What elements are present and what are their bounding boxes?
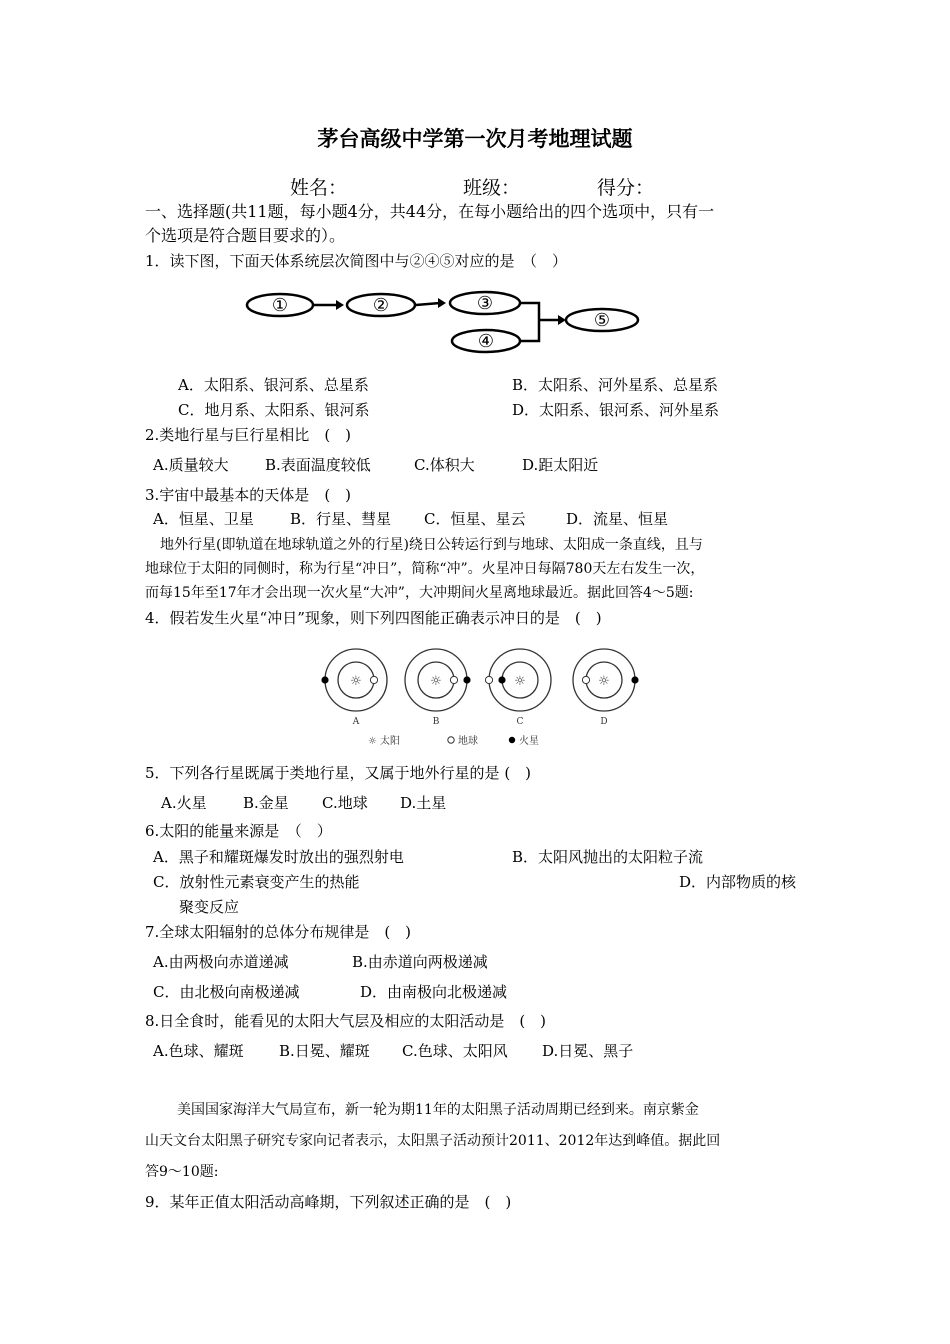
earth-marker xyxy=(582,676,589,683)
diagram-label-1: ① xyxy=(271,295,289,316)
q5-option-d: D.土星 xyxy=(400,794,447,812)
legend-mars-label: 火星 xyxy=(519,736,539,747)
q8-option-d: D.日冕、黑子 xyxy=(542,1042,634,1060)
q2-option-d: D.距太阳近 xyxy=(522,456,599,474)
q5-option-b: B.金星 xyxy=(243,794,289,812)
q5-option-a: A.火星 xyxy=(161,794,207,812)
q2-option-b: B.表面温度较低 xyxy=(265,456,371,474)
q7-stem: 7.全球太阳辐射的总体分布规律是 ( ) xyxy=(145,923,412,941)
q6-option-c: C．放射性元素衰变产生的热能 xyxy=(153,873,360,891)
sun-icon: ☼ xyxy=(598,674,610,689)
q3-stem: 3.宇宙中最基本的天体是 ( ) xyxy=(145,486,352,504)
q1-stem: 1．读下图，下面天体系统层次简图中与②④⑤对应的是 （ ） xyxy=(145,252,568,270)
opposition-diagrams xyxy=(318,640,648,752)
q7-option-d: D．由南极向北极递减 xyxy=(360,983,508,1001)
q3-option-a: A．恒星、卫星 xyxy=(153,510,254,528)
page-title: 茅台高级中学第一次月考地理试题 xyxy=(317,126,633,151)
sun-icon: ☼ xyxy=(430,674,442,689)
passage1-line-1: 地外行星(即轨道在地球轨道之外的行星)绕日公转运行到与地球、太阳成一条直线，且与 xyxy=(160,537,703,553)
q9-stem: 9．某年正值太阳活动高峰期，下列叙述正确的是 ( ) xyxy=(145,1193,512,1211)
q2-option-c: C.体积大 xyxy=(414,456,475,474)
sun-icon: ☼ xyxy=(514,674,526,689)
q1-option-d: D．太阳系、银河系、河外星系 xyxy=(512,401,720,419)
passage1-line-2: 地球位于太阳的同侧时，称为行星“冲日”，简称“冲”。火星冲日每隔780天左右发生一次， xyxy=(145,561,705,577)
q2-stem: 2.类地行星与巨行星相比 ( ) xyxy=(145,426,352,444)
celestial-system-diagram xyxy=(240,288,650,358)
earth-marker xyxy=(485,676,492,683)
q2-option-a: A.质量较大 xyxy=(153,456,229,474)
passage1-line-3: 而每15年至17年才会出现一次火星“大冲”，大冲期间火星离地球最近。据此回答4～5题: xyxy=(145,585,694,601)
q6-option-b: B．太阳风抛出的太阳粒子流 xyxy=(512,848,704,866)
q6-stem: 6.太阳的能量来源是 （ ） xyxy=(145,822,332,840)
q6-option-a: A．黑子和耀斑爆发时放出的强烈射电 xyxy=(153,848,404,866)
sun-icon: ☼ xyxy=(350,674,362,689)
diagram-label-2: ② xyxy=(372,295,390,316)
diagram-label-3: ③ xyxy=(476,293,494,314)
figure-label-b: B xyxy=(432,717,440,727)
mars-marker xyxy=(321,676,328,683)
legend-earth-label: 地球 xyxy=(458,736,478,747)
q3-option-c: C．恒星、星云 xyxy=(424,510,526,528)
q8-stem: 8.日全食时，能看见的太阳大气层及相应的太阳活动是 ( ) xyxy=(145,1012,547,1030)
q8-option-c: C.色球、太阳风 xyxy=(402,1042,508,1060)
class-label: 班级： xyxy=(463,177,521,199)
mars-marker xyxy=(498,676,505,683)
name-label: 姓名： xyxy=(290,177,348,199)
score-label: 得分： xyxy=(597,177,655,199)
q5-stem: 5．下列各行星既属于类地行星，又属于地外行星的是 ( ) xyxy=(145,764,532,782)
q8-option-b: B.日冕、耀斑 xyxy=(279,1042,370,1060)
q4-stem: 4．假若发生火星“冲日”现象，则下列四图能正确表示冲日的是 ( ) xyxy=(145,609,602,627)
section-instructions-2: 个选项是符合题目要求的）。 xyxy=(145,226,346,245)
q7-option-c: C．由北极向南极递减 xyxy=(153,983,300,1001)
q3-option-d: D．流星、恒星 xyxy=(566,510,669,528)
figure-label-a: A xyxy=(352,717,360,727)
mars-marker xyxy=(631,676,638,683)
legend-mars-icon xyxy=(509,737,515,743)
q3-option-b: B．行星、彗星 xyxy=(290,510,392,528)
q6-option-d-cont: 聚变反应 xyxy=(179,898,240,916)
earth-marker xyxy=(450,676,457,683)
figure-label-d: D xyxy=(600,717,608,727)
earth-marker xyxy=(370,676,377,683)
q1-option-c: C．地月系、太阳系、银河系 xyxy=(178,401,370,419)
passage2-line-2: 山天文台太阳黑子研究专家向记者表示，太阳黑子活动预计2011、2012年达到峰值。据此回 xyxy=(145,1133,721,1149)
q7-option-b: B.由赤道向两极递减 xyxy=(352,953,488,971)
diagram-label-5: ⑤ xyxy=(593,310,611,331)
mars-marker xyxy=(463,676,470,683)
diagram-label-4: ④ xyxy=(477,331,495,352)
passage2-line-1: 美国国家海洋大气局宣布，新一轮为期11年的太阳黑子活动周期已经到来。南京紫金 xyxy=(177,1102,699,1118)
passage2-line-3: 答9～10题: xyxy=(145,1164,219,1180)
q7-option-a: A.由两极向赤道递减 xyxy=(153,953,289,971)
q8-option-a: A.色球、耀斑 xyxy=(153,1042,244,1060)
q1-option-a: A．太阳系、银河系、总星系 xyxy=(178,376,369,394)
q1-option-b: B．太阳系、河外星系、总星系 xyxy=(512,376,719,394)
section-instructions-1: 一、选择题(共11题，每小题4分，共44分，在每小题给出的四个选项中，只有一 xyxy=(145,202,715,221)
legend-sun-icon: ☼ xyxy=(368,736,377,747)
legend-earth-icon xyxy=(448,737,454,743)
figure-label-c: C xyxy=(516,717,524,727)
legend-sun-label: 太阳 xyxy=(380,736,400,747)
q5-option-c: C.地球 xyxy=(322,794,368,812)
q6-option-d: D．内部物质的核 xyxy=(679,873,797,891)
